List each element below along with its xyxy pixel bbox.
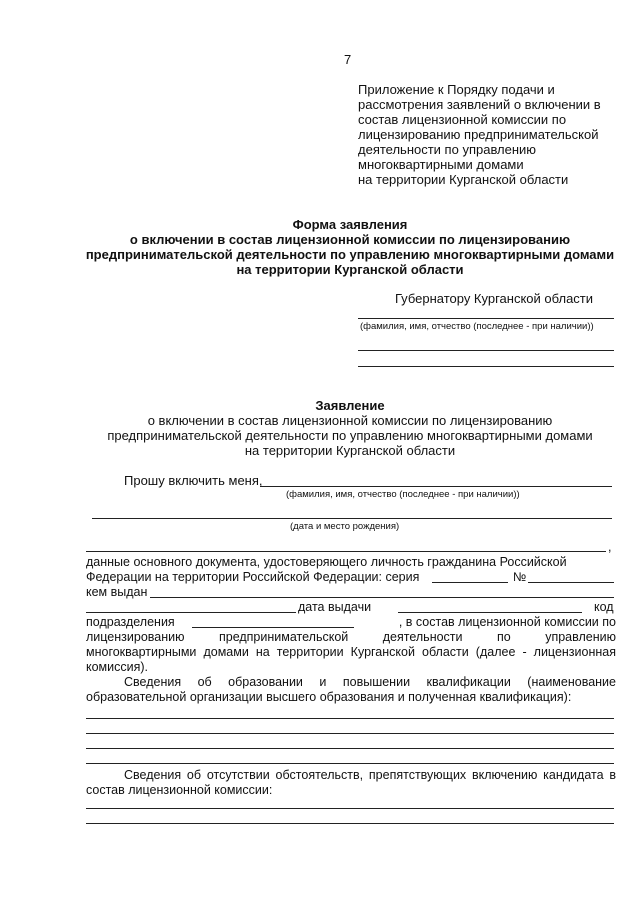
addressee-line-3[interactable] xyxy=(358,366,614,367)
form-title-line: Форма заявления xyxy=(292,217,408,232)
issue-date-field[interactable] xyxy=(398,612,582,613)
doc-text-1: данные основного документа, удостоверяющего личность гражданина Российской xyxy=(86,555,567,569)
statement-title-line: о включении в состав лицензионной комиссии по лицензированию xyxy=(147,413,553,428)
appendix-line: Приложение к Порядку подачи и xyxy=(358,82,555,97)
applicant-name-line[interactable] xyxy=(260,486,612,487)
issue-date-label: дата выдачи xyxy=(298,600,372,614)
absence-line: Сведения об отсутствии обстоятельств, препятствующих включению кандидата в xyxy=(124,768,616,782)
education-line: Сведения об образовании и повышении квалификации (наименование xyxy=(124,675,616,689)
request-prefix: Прошу включить меня, xyxy=(124,473,263,488)
education-field-3[interactable] xyxy=(86,748,614,749)
doc-series-label: Федерации на территории Российской Федерации: серия xyxy=(86,570,420,584)
statement-heading: Заявление xyxy=(315,398,385,413)
appendix-line: многоквартирными домами xyxy=(358,157,524,172)
issued-by-field[interactable] xyxy=(150,597,614,598)
form-title-line: предпринимательской деятельности по управлению многоквартирными домами xyxy=(85,247,615,262)
paragraph-line: многоквартирными домами на территории Курганской области (далее - лицензионная xyxy=(86,645,616,659)
page-number: 7 xyxy=(344,52,352,67)
appendix-line: на территории Курганской области xyxy=(358,172,569,187)
absence-line: состав лицензионной комиссии: xyxy=(86,783,273,797)
paragraph-1 xyxy=(86,630,616,675)
number-sign: № xyxy=(513,570,527,584)
birth-hint: (дата и место рождения) xyxy=(290,521,400,532)
statement-title-line: на территории Курганской области xyxy=(244,443,456,458)
education-field-4[interactable] xyxy=(86,763,614,764)
paragraph-line: лицензированию предпринимательской деятельности по управлению xyxy=(86,630,616,644)
paragraph-tail: , в состав лицензионной комиссии по xyxy=(398,615,616,629)
issued-by-field-2[interactable] xyxy=(86,612,296,613)
document-line[interactable] xyxy=(86,551,606,552)
subdivision-code-field[interactable] xyxy=(192,627,354,628)
form-title-line: о включении в состав лицензионной комиссии по лицензированию xyxy=(129,232,571,247)
appendix-line: рассмотрения заявлений о включении в xyxy=(358,97,601,112)
addressee-name-line[interactable] xyxy=(358,318,614,319)
subdivision-label: подразделения xyxy=(86,615,175,629)
number-field[interactable] xyxy=(528,582,614,583)
name-hint: (фамилия, имя, отчество (последнее - при наличии)) xyxy=(286,489,520,500)
addressee-hint: (фамилия, имя, отчество (последнее - при наличии)) xyxy=(360,321,594,332)
series-field[interactable] xyxy=(432,582,508,583)
paragraph-line: комиссия). xyxy=(86,660,149,674)
appendix-note xyxy=(358,82,618,187)
absence-section xyxy=(86,768,616,798)
education-field-2[interactable] xyxy=(86,733,614,734)
code-label: код xyxy=(594,600,614,614)
statement-title-line: предпринимательской деятельности по управлению многоквартирными домами xyxy=(107,428,593,443)
addressee-line-2[interactable] xyxy=(358,350,614,351)
education-section xyxy=(86,675,616,705)
addressee: Губернатору Курганской области xyxy=(395,291,594,306)
appendix-line: деятельности по управлению xyxy=(358,142,537,157)
education-field-1[interactable] xyxy=(86,718,614,719)
birth-line[interactable] xyxy=(92,518,612,519)
appendix-line: состав лицензионной комиссии по xyxy=(358,112,567,127)
absence-field-2[interactable] xyxy=(86,823,614,824)
document-comma: , xyxy=(608,540,612,554)
statement-title xyxy=(60,398,640,458)
form-title xyxy=(60,217,640,277)
form-title-line: на территории Курганской области xyxy=(236,262,464,277)
issued-by-label: кем выдан xyxy=(86,585,148,599)
absence-field-1[interactable] xyxy=(86,808,614,809)
appendix-line: лицензированию предпринимательской xyxy=(358,127,599,142)
education-line: образовательной организации высшего образования и полученная квалификация): xyxy=(86,690,572,704)
